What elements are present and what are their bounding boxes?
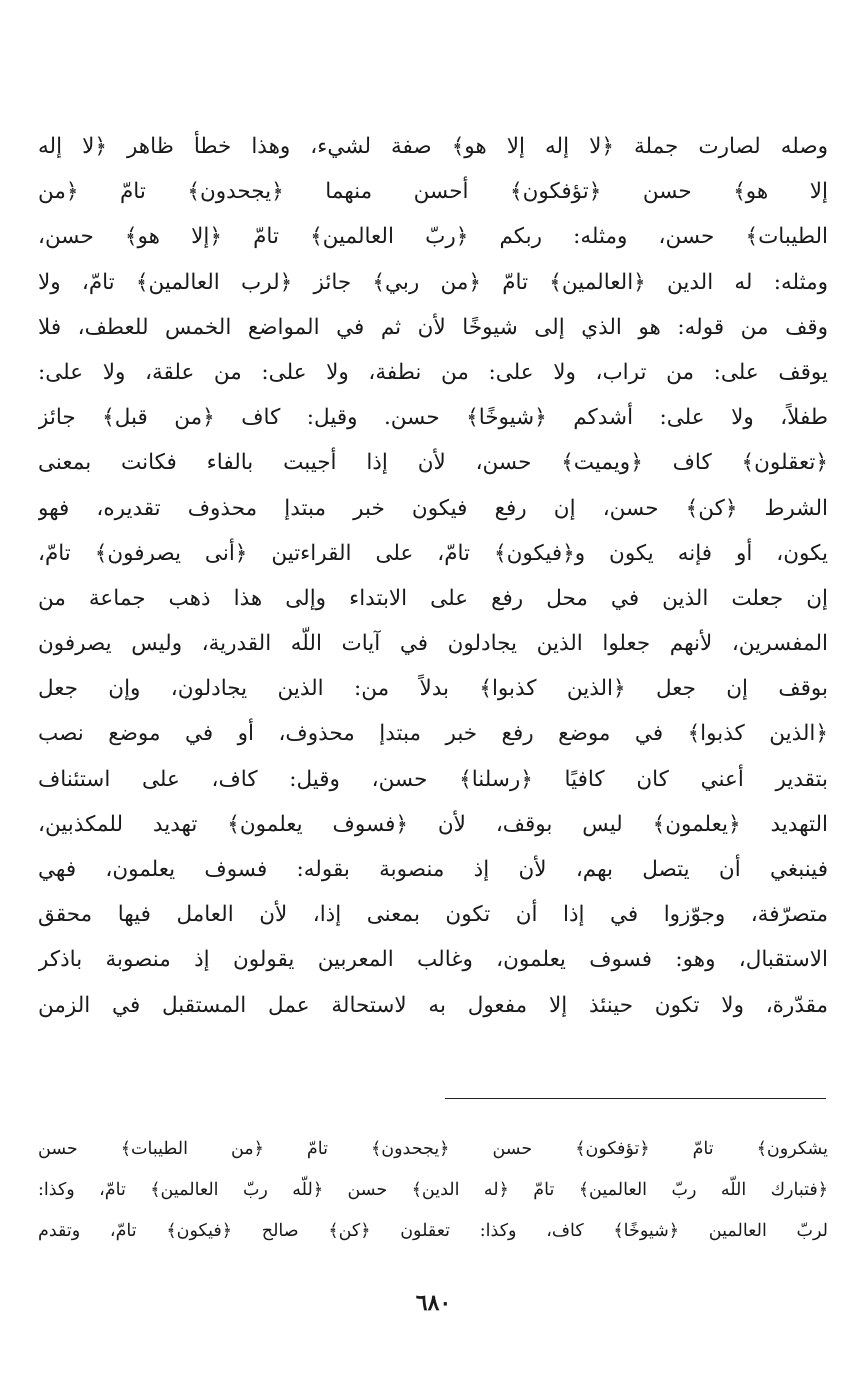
body-line: ﴿الذين كذبوا﴾ في موضع رفع خبر مبتدإ محذوف، أو في موضع نصب: [38, 721, 828, 747]
body-line: يوقف على: من تراب، ولا على: من نطفة، ولا على: من علقة، ولا على:: [38, 359, 828, 385]
body-line: وصله لصارت جملة ﴿لا إله إلا هو﴾ صفة لشيء، وهذا خطأ ظاهر ﴿لا إله: [38, 134, 828, 159]
body-line: طفلاً، ولا على: أشدكم ﴿شيوخًا﴾ حسن. وقيل: كاف ﴿من قبل﴾ جائز: [38, 405, 828, 431]
body-line: يكون، أو فإنه يكون و﴿فيكون﴾ تامّ، على القراءتين ﴿أنى يصرفون﴾ تامّ،: [38, 540, 828, 566]
footnote-separator: [445, 1098, 826, 1099]
body-line: الاستقبال، وهو: فسوف يعلمون، وغالب المعربين يقولون إذ منصوبة باذكر: [38, 947, 828, 973]
body-line: الطيبات﴾ حسن، ومثله: ربكم ﴿ربّ العالمين﴾ تامّ ﴿إلا هو﴾ حسن،: [38, 224, 828, 250]
body-line: ومثله: له الدين ﴿العالمين﴾ تامّ ﴿من ربي﴾ جائز ﴿لرب العالمين﴾ تامّ، ولا: [38, 269, 828, 295]
body-line: فينبغي أن يتصل بهم، لأن إذ منصوبة بقوله: فسوف يعلمون، فهي: [38, 857, 828, 882]
body-line: بتقدير أعني كان كافيًا ﴿رسلنا﴾ حسن، وقيل: كاف، على استئناف: [38, 766, 828, 792]
footnote-line: ﴿فتبارك اللّه ربّ العالمين﴾ تامّ ﴿له الدين﴾ حسن ﴿للّه ربّ العالمين﴾ تامّ، وكذا:: [38, 1180, 828, 1200]
body-line: ﴿تعقلون﴾ كاف ﴿ويميت﴾ حسن، لأن إذا أجيبت بالفاء فكانت بمعنى: [38, 450, 828, 476]
footnotes-block: [38, 1129, 828, 1252]
footnote-line: لربّ العالمين ﴿شيوخًا﴾ كاف، وكذا: تعقلون ﴿كن﴾ صالح ﴿فيكون﴾ تامّ، وتقدم: [38, 1221, 828, 1241]
page-number: ٦٨٠: [415, 1290, 452, 1316]
body-line: الشرط ﴿كن﴾ حسن، إن رفع فيكون خبر مبتدإ محذوف تقديره، فهو: [38, 495, 828, 521]
body-line: وقف من قوله: هو الذي إلى شيوخًا لأن ثم في المواضع الخمس للعطف، فلا: [38, 314, 828, 340]
body-line: متصرّفة، وجوّزوا في إذا أن تكون بمعنى إذا، لأن العامل فيها محقق: [38, 902, 828, 928]
body-line: المفسرين، لأنهم جعلوا الذين يجادلون في آيات اللّه القدرية، وليس يصرفون: [38, 631, 828, 657]
body-line: إلا هو﴾ حسن ﴿تؤفكون﴾ أحسن منهما ﴿يجحدون﴾ تامّ ﴿من: [38, 179, 828, 205]
footnote-line: يشكرون﴾ تامّ ﴿تؤفكون﴾ حسن ﴿يجحدون﴾ تامّ ﴿من الطيبات﴾ حسن: [38, 1139, 828, 1159]
body-line: بوقف إن جعل ﴿الذين كذبوا﴾ بدلاً من: الذين يجادلون، وإن جعل: [38, 676, 828, 702]
body-line: إن جعلت الذين في محل رفع على الابتداء وإلى هذا ذهب جماعة من: [38, 585, 828, 611]
body-line: التهديد ﴿يعلمون﴾ ليس بوقف، لأن ﴿فسوف يعلمون﴾ تهديد للمكذبين،: [38, 811, 828, 837]
body-line: مقدّرة، ولا تكون حينئذ إلا مفعول به لاستحالة عمل المستقبل في الزمن: [38, 992, 828, 1018]
main-text-block: [38, 124, 828, 1028]
